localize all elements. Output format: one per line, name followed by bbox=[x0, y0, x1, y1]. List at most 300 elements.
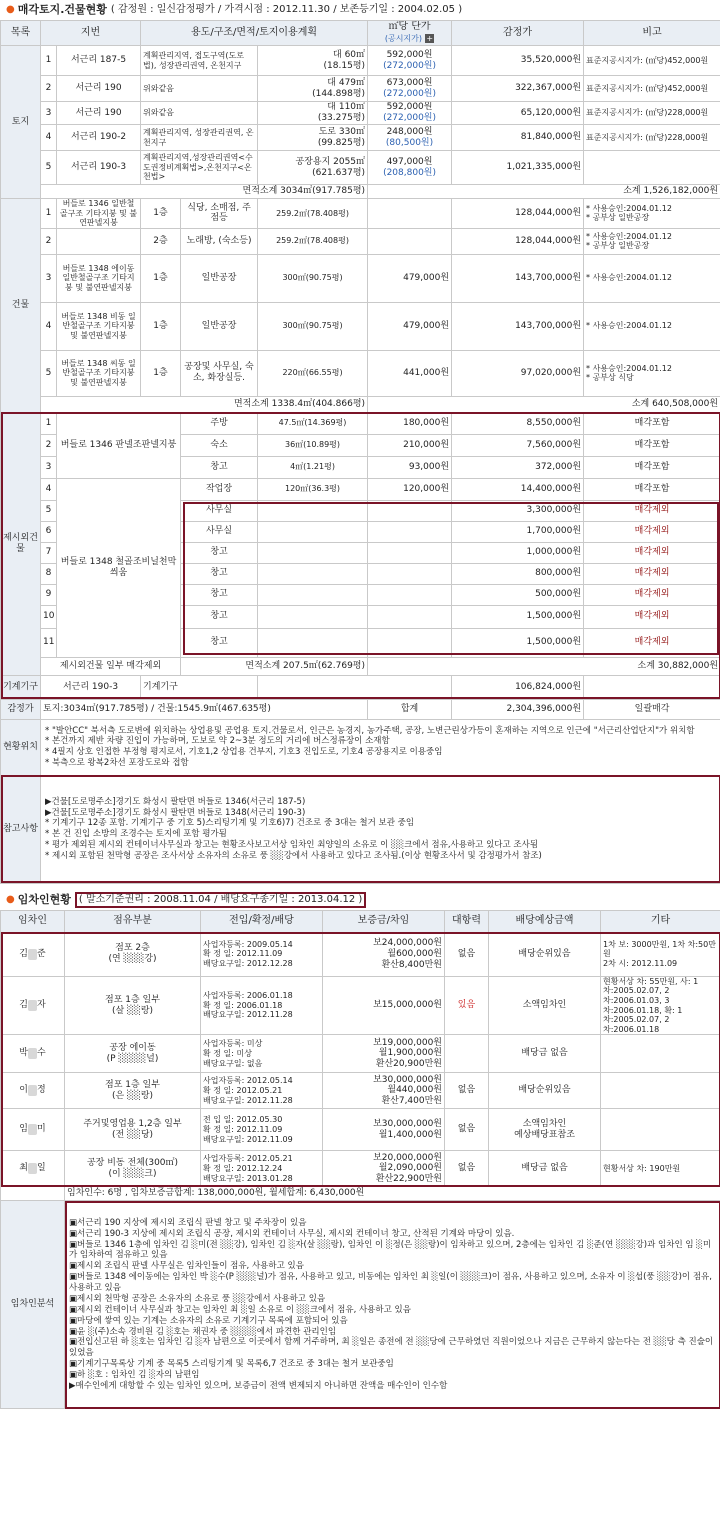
appraisal-value: 7,560,000원 bbox=[452, 434, 584, 456]
group-machine: 기계기구 bbox=[1, 675, 41, 699]
tenant-name-first: 김 bbox=[19, 948, 28, 959]
section-meta: ( 감정원 : 일신감정평가 / 가격시점 : 2012.11.30 / 보존등기일 : 2004.02.05 ) bbox=[110, 4, 463, 15]
note: * 사용승인:2004.01.12 bbox=[584, 254, 720, 302]
table-row bbox=[1, 675, 720, 699]
row-no: 3 bbox=[41, 456, 57, 478]
unit-price bbox=[368, 228, 452, 254]
row-no: 2 bbox=[41, 228, 57, 254]
tenant-name-first: 이 bbox=[19, 1085, 28, 1096]
col-unit-price: ㎡당 단가 (공시지가) + bbox=[368, 21, 452, 46]
lot-address: 서근리 190 bbox=[57, 102, 141, 125]
land-area-sub: (144.898평) bbox=[312, 88, 366, 99]
plus-icon[interactable]: + bbox=[426, 33, 434, 43]
reference-line: * 기계기구 12종 포함. 기계기구 중 기호 5)스리팅기계 및 기호6)7) 건조로 중 3대는 철거 보관 중임 bbox=[45, 818, 415, 829]
unit-price bbox=[368, 521, 452, 542]
extra-area bbox=[258, 563, 368, 584]
expected-dividend: 소액임차인 예상배당표참조 bbox=[489, 1109, 601, 1151]
appraisal-value: 1,021,335,000원 bbox=[452, 151, 584, 185]
row-no: 4 bbox=[41, 125, 57, 151]
unit-price bbox=[368, 46, 452, 76]
appraisal-value: 1,000,000원 bbox=[452, 542, 584, 563]
group-extra: 제시외건물 bbox=[1, 412, 41, 675]
tenant-name bbox=[1, 1073, 65, 1109]
tenant-etc bbox=[601, 1109, 720, 1151]
opposing-power: 있음 bbox=[445, 976, 489, 1035]
tenant-row bbox=[1, 932, 720, 976]
section-header-sale bbox=[0, 0, 720, 20]
table-row bbox=[1, 254, 720, 302]
extra-area bbox=[258, 628, 368, 657]
tenant-name bbox=[1, 1109, 65, 1151]
tenant-etc: 현황서상 차: 55만원, 사: 1차:2005.02.07, 2차:2006.01.03, 3차:2006.01.18, 확: 1차:2005.02.07, 2차:2006.01.18 bbox=[601, 976, 720, 1035]
extra-use: 숙소 bbox=[181, 434, 258, 456]
lot-address: 서근리 190 bbox=[57, 76, 141, 102]
sale-status: 매각포함 bbox=[584, 412, 720, 434]
machine-address: 서근리 190-3 bbox=[41, 675, 141, 699]
unit-price-main: 497,000원 bbox=[386, 156, 433, 167]
lot-address: 서근리 190-3 bbox=[57, 151, 141, 185]
table-row bbox=[1, 302, 720, 350]
money-line: 환산20,900만원 bbox=[375, 1059, 442, 1070]
extra-area: 120㎡(36.3평) bbox=[258, 478, 368, 500]
date-line: 배당요구일: 2013.01.28 bbox=[203, 1173, 293, 1183]
building-area: 259.2㎡(78.408평) bbox=[258, 199, 368, 229]
unit-price bbox=[368, 151, 452, 185]
money-line: 월1,400,000원 bbox=[378, 1129, 442, 1140]
tenant-deposit bbox=[323, 1073, 445, 1109]
row-no: 5 bbox=[41, 151, 57, 185]
date-line: 배당요구일: 2012.12.28 bbox=[203, 959, 293, 969]
tenant-name bbox=[1, 1035, 65, 1073]
extra-use: 창고 bbox=[181, 456, 258, 478]
extra-area bbox=[258, 584, 368, 605]
appraisal-value: 1,500,000원 bbox=[452, 605, 584, 628]
land-area bbox=[258, 102, 368, 125]
extra-use: 사무실 bbox=[181, 521, 258, 542]
money-line: 보30,000,000원 bbox=[373, 1119, 442, 1130]
extra-area bbox=[258, 605, 368, 628]
extra-use: 주방 bbox=[181, 412, 258, 434]
occupied-part-sub: (은 ░░랑) bbox=[111, 1090, 154, 1101]
reference-line: * 제시외 포함된 천막형 공장은 조사서상 소유자의 소유로 풍 ░░강에서 사용하고 있다고 조사됨.(이상 현황조사서 및 감정평가서 참조) bbox=[45, 851, 542, 862]
analysis-row bbox=[1, 1201, 720, 1409]
extra-area bbox=[258, 542, 368, 563]
unit-price: 441,000원 bbox=[368, 350, 452, 396]
appraisal-value: 322,367,000원 bbox=[452, 76, 584, 102]
analysis-line: ▣제시외 천막형 공장은 소유자의 소유로 풍 ░░강에서 사용하고 있음 bbox=[69, 1293, 326, 1304]
extra-subtotal-area: 면적소계 207.5㎡(62.769평) bbox=[181, 657, 368, 675]
date-line: 사업자등록: 2009.05.14 bbox=[203, 939, 293, 949]
location-line: * 4필지 상호 인접한 부정형 평지로서, 기호1,2 상업용 건부지, 기호3 진입도로, 기호4 공장용지로 이용중임 bbox=[45, 747, 443, 758]
note bbox=[584, 151, 720, 185]
floor: 1층 bbox=[141, 254, 181, 302]
row-no: 10 bbox=[41, 605, 57, 628]
tenant-etc bbox=[601, 1073, 720, 1109]
floor: 2층 bbox=[141, 228, 181, 254]
tenant-summary-row bbox=[1, 1187, 720, 1201]
tenant-name bbox=[1, 976, 65, 1035]
col-appraisal: 감정가 bbox=[452, 21, 584, 46]
money-line: 환산22,900만원 bbox=[375, 1174, 442, 1185]
appraisal-value: 143,700,000원 bbox=[452, 302, 584, 350]
land-use: 위와같음 bbox=[141, 102, 258, 125]
section-title: 매각토지.건물현황 bbox=[17, 3, 107, 17]
table-row bbox=[1, 151, 720, 185]
sale-status: 매각제외 bbox=[584, 584, 720, 605]
row-no: 5 bbox=[41, 500, 57, 521]
property-table bbox=[0, 20, 720, 884]
tenant-row bbox=[1, 1151, 720, 1187]
appraisal-value: 8,550,000원 bbox=[452, 412, 584, 434]
extra-area: 47.5㎡(14.369평) bbox=[258, 412, 368, 434]
money-line: 보15,000,000원 bbox=[373, 1000, 442, 1011]
date-line: 사업자등록: 2012.05.14 bbox=[203, 1076, 293, 1086]
opposing-power: 없음 bbox=[445, 1151, 489, 1187]
section-title: 임차인현황 bbox=[17, 893, 71, 907]
occupied-part-main: 공장 에이동 bbox=[109, 1043, 156, 1054]
sale-status: 매각포함 bbox=[584, 478, 720, 500]
tenant-col-6: 기타 bbox=[601, 910, 720, 932]
tenant-dates bbox=[201, 1035, 323, 1073]
group-building: 건물 bbox=[1, 199, 41, 413]
tenant-dates bbox=[201, 1151, 323, 1187]
extra-use: 창고 bbox=[181, 584, 258, 605]
building-use: 일반공장 bbox=[181, 254, 258, 302]
table-row bbox=[1, 102, 720, 125]
land-subtotal-area: 면적소계 3034㎡(917.785평) bbox=[41, 185, 368, 199]
tenant-etc: 현황서상 차: 190만원 bbox=[601, 1151, 720, 1187]
reference-line: ▶건물[도로명주소]경기도 화성시 팔탄면 버들로 1346(서근리 187-5) bbox=[45, 796, 306, 807]
building-area: 220㎡(66.55평) bbox=[258, 350, 368, 396]
building-use: 공장및 사무실, 숙소, 화장실등. bbox=[181, 350, 258, 396]
unit-price-main: 673,000원 bbox=[386, 77, 433, 88]
location-line: * 북측으로 왕복2차선 포장도로와 접함 bbox=[45, 758, 189, 769]
reference-line: * 본 건 진입 소방의 조경수는 토지에 포함 평가됨 bbox=[45, 829, 227, 840]
building-subtotal-area: 면적소계 1338.4㎡(404.866평) bbox=[41, 396, 368, 412]
table-row bbox=[1, 76, 720, 102]
total-label: 합계 bbox=[368, 699, 452, 719]
sale-status: 매각제외 bbox=[584, 521, 720, 542]
row-no: 5 bbox=[41, 350, 57, 396]
date-line: 배당요구일: 없음 bbox=[203, 1058, 263, 1068]
unit-price: 180,000원 bbox=[368, 412, 452, 434]
expected-dividend: 소액임차인 bbox=[489, 976, 601, 1035]
analysis-line: ▣하 ░호 : 임차인 김 ░자의 남편임 bbox=[69, 1370, 200, 1381]
tenant-dates bbox=[201, 1109, 323, 1151]
analysis-line: ▣제시외 컨테이너 사무실과 창고는 임차인 최 ░일 소유로 이 ░░크에서 점유, 사용하고 있음 bbox=[69, 1304, 411, 1315]
table-row bbox=[1, 657, 720, 675]
date-line: 사업자등록: 2012.05.21 bbox=[203, 1154, 293, 1164]
section-header-tenant bbox=[0, 890, 720, 910]
sale-status: 매각제외 bbox=[584, 605, 720, 628]
note: 표준지공시지가: (㎡당)452,000원 bbox=[584, 76, 720, 102]
analysis-line: ▣버들로 1348 에이동에는 임차인 박 ░수(P ░░░널)가 점유, 사용하고 있고, 비동에는 임차인 최 ░일(이 ░░░크)이 점유, 사용하고 있으며, 소유자 이 ░섭(풍 ░░강)이 점유, 사용하고 있음 bbox=[69, 1272, 712, 1294]
tenant-col-0: 임차인 bbox=[1, 910, 65, 932]
appraisal-value: 14,400,000원 bbox=[452, 478, 584, 500]
unit-price bbox=[368, 500, 452, 521]
sale-status: 매각포함 bbox=[584, 456, 720, 478]
unit-price bbox=[368, 125, 452, 151]
occupied-part-sub: (전 ░░당) bbox=[111, 1129, 154, 1140]
extra-sub-label: 제시외건물 일부 매각제외 bbox=[41, 657, 181, 675]
tenant-deposit bbox=[323, 1035, 445, 1073]
unit-price bbox=[368, 605, 452, 628]
appraisal-value: 143,700,000원 bbox=[452, 254, 584, 302]
lot-address: 서근리 187-5 bbox=[57, 46, 141, 76]
occupied-part bbox=[65, 1151, 201, 1187]
appraisal-value: 1,700,000원 bbox=[452, 521, 584, 542]
land-area bbox=[258, 151, 368, 185]
tenant-row bbox=[1, 976, 720, 1035]
extra-area bbox=[258, 500, 368, 521]
row-no: 4 bbox=[41, 302, 57, 350]
money-line: 보20,000,000원 bbox=[373, 1152, 442, 1163]
unit-price-main: 592,000원 bbox=[386, 49, 433, 60]
redaction-mask bbox=[28, 1048, 37, 1059]
money-line: 월1,900,000원 bbox=[378, 1048, 442, 1059]
unit-price-sub: (272,000원) bbox=[383, 60, 436, 71]
building-area: 300㎡(90.75평) bbox=[258, 254, 368, 302]
note: * 사용승인:2004.01.12 * 공부상 식당 bbox=[584, 350, 720, 396]
analysis-line: ▣버들로 1346 1층에 임차인 김 ░미(전 ░░강), 임차인 김 ░자(살 ░░랑), 임차인 이 ░정(은 ░░랑)이 임차하고 있으며, 2층에는 임차인 김 ░준(연 ░░░강)과 임차인 임 ░미가 임차하여 점유하고 있음 bbox=[69, 1239, 712, 1261]
money-line: 월2,090,000원 bbox=[378, 1163, 442, 1174]
expected-dividend: 배당금 없음 bbox=[489, 1035, 601, 1073]
tenant-table bbox=[0, 910, 720, 1410]
appraisal-value: 65,120,000원 bbox=[452, 102, 584, 125]
land-use: 계획관리지역,성장관리권역<수도권정비계획법>,온천지구<온천법> bbox=[141, 151, 258, 185]
row-no: 1 bbox=[41, 199, 57, 229]
tenant-name-first: 임 bbox=[19, 1124, 28, 1135]
tenant-summary: 임차인수: 6명 , 임차보증금합계: 138,000,000원, 월세합계: 6,430,000원 bbox=[65, 1187, 720, 1201]
location-line: * 본건까지 제반 차량 진입이 가능하며, 도보로 약 2~3분 정도의 거리에 버스정류장이 소재함 bbox=[45, 736, 390, 747]
occupied-part bbox=[65, 976, 201, 1035]
extra-use: 창고 bbox=[181, 542, 258, 563]
unit-price-sub: (272,000원) bbox=[383, 88, 436, 99]
building-use: 식당, 소매점, 주점등 bbox=[181, 199, 258, 229]
appraisal-value: 3,300,000원 bbox=[452, 500, 584, 521]
floor: 1층 bbox=[141, 350, 181, 396]
analysis-line: ▣마당에 쌓여 있는 기계는 소유자의 소유로 기계기구 목록에 포함되어 있음 bbox=[69, 1315, 348, 1326]
tenant-deposit bbox=[323, 976, 445, 1035]
occupied-part-main: 점포 1층 일부 bbox=[105, 1080, 160, 1091]
row-no: 8 bbox=[41, 563, 57, 584]
land-area-sub: (621.637평) bbox=[312, 167, 366, 178]
occupied-part-main: 주거및영업용 1,2층 일부 bbox=[83, 1119, 182, 1130]
land-use: 계획관리지역, 성장관리권역, 온천지구 bbox=[141, 125, 258, 151]
tenant-row bbox=[1, 1109, 720, 1151]
occupied-part-sub: (살 ░░랑) bbox=[111, 1005, 154, 1016]
tenant-name bbox=[1, 1151, 65, 1187]
opposing-power bbox=[445, 1035, 489, 1073]
opposing-power: 없음 bbox=[445, 932, 489, 976]
empty-cell bbox=[584, 675, 720, 699]
sale-status: 매각제외 bbox=[584, 542, 720, 563]
occupied-part-main: 공장 비동 전체(300㎡) bbox=[86, 1158, 179, 1169]
extra-area: 4㎡(1.21평) bbox=[258, 456, 368, 478]
empty-cell bbox=[1, 1187, 65, 1201]
date-line: 확 정 일: 2006.01.18 bbox=[203, 1000, 283, 1010]
occupied-part-sub: (연 ░░░강) bbox=[108, 954, 157, 965]
unit-price bbox=[368, 563, 452, 584]
unit-price bbox=[368, 76, 452, 102]
land-area bbox=[258, 46, 368, 76]
redaction-mask bbox=[28, 949, 37, 960]
tenant-name-last: 수 bbox=[37, 1048, 46, 1059]
building-address: 버들로 1348 비동 일반철골구조 기타지붕 및 불연판넬지붕 bbox=[57, 302, 141, 350]
date-line: 전 입 일: 2012.05.30 bbox=[203, 1115, 283, 1125]
row-no: 1 bbox=[41, 412, 57, 434]
appraisal-value: 128,044,000원 bbox=[452, 199, 584, 229]
money-line: 환산7,400만원 bbox=[381, 1096, 442, 1107]
tenant-dates bbox=[201, 1073, 323, 1109]
occupied-part bbox=[65, 932, 201, 976]
row-no: 3 bbox=[41, 254, 57, 302]
bulk-sale-note: 일괄매각 bbox=[584, 699, 720, 719]
analysis-label: 임차인분석 bbox=[1, 1201, 65, 1409]
extra-address-b: 버들로 1348 철골조비닐천막씌움 bbox=[57, 478, 181, 657]
extra-area: 36㎡(10.89평) bbox=[258, 434, 368, 456]
analysis-line: ▣서근리 190 지상에 제시외 조립식 판넬 창고 및 주차장이 있음 bbox=[69, 1217, 307, 1228]
analysis-line: ▣제시외 조립식 판넬 사무실은 임차인들이 점유, 사용하고 있음 bbox=[69, 1261, 304, 1272]
date-line: 확 정 일: 2012.11.09 bbox=[203, 1125, 283, 1135]
tenant-name-last: 미 bbox=[37, 1124, 46, 1135]
row-no: 3 bbox=[41, 102, 57, 125]
appraisal-value: 1,500,000원 bbox=[452, 628, 584, 657]
money-line: 월600,000원 bbox=[387, 948, 442, 959]
row-no: 2 bbox=[41, 434, 57, 456]
machine-use: 기계기구 bbox=[141, 675, 258, 699]
tenant-deposit bbox=[323, 1151, 445, 1187]
tenant-col-2: 전입/확정/배당 bbox=[201, 910, 323, 932]
note: 표준지공시지가: (㎡당)452,000원 bbox=[584, 46, 720, 76]
reference-line: ▶건물[도로명주소]경기도 화성시 팔탄면 버들로 1348(서근리 190-3) bbox=[45, 807, 306, 818]
col-note: 비고 bbox=[584, 21, 720, 46]
sale-status: 매각제외 bbox=[584, 628, 720, 657]
table-row bbox=[1, 396, 720, 412]
tenant-name-first: 박 bbox=[19, 1048, 28, 1059]
building-subtotal-value: 소계 640,508,000원 bbox=[368, 396, 720, 412]
appraisal-label: 감정가 bbox=[1, 699, 41, 719]
tenant-etc bbox=[601, 1035, 720, 1073]
redaction-mask bbox=[28, 1124, 37, 1135]
unit-price bbox=[368, 102, 452, 125]
extra-use: 작업장 bbox=[181, 478, 258, 500]
building-area: 300㎡(90.75평) bbox=[258, 302, 368, 350]
occupied-part-main: 점포 1층 일부 bbox=[105, 994, 160, 1005]
redaction-mask bbox=[28, 1163, 37, 1174]
col-lot: 지번 bbox=[41, 21, 141, 46]
occupied-part-sub: (P ░░░░널) bbox=[106, 1053, 159, 1064]
building-address: 버들로 1348 씨동 일반철골구조 기타지붕 및 불연판넬지붕 bbox=[57, 350, 141, 396]
extra-address-a: 버들로 1346 판넬조판넬지붕 bbox=[57, 412, 181, 478]
unit-price: 479,000원 bbox=[368, 302, 452, 350]
land-area-main: 대 479㎡ bbox=[327, 77, 366, 88]
unit-price: 120,000원 bbox=[368, 478, 452, 500]
analysis-line: ▣기계기구목록상 기계 중 목록5 스리팅기계 및 목록6,7 건조로 중 3대는 철거 보관중임 bbox=[69, 1359, 394, 1370]
machine-value: 106,824,000원 bbox=[452, 675, 584, 699]
building-area: 259.2㎡(78.408평) bbox=[258, 228, 368, 254]
floor: 1층 bbox=[141, 199, 181, 229]
location-label: 현황위치 bbox=[1, 719, 41, 775]
row-no: 7 bbox=[41, 542, 57, 563]
money-line: 보19,000,000원 bbox=[373, 1037, 442, 1048]
table-row bbox=[1, 775, 720, 883]
building-use: 일반공장 bbox=[181, 302, 258, 350]
total-value: 2,304,396,000원 bbox=[452, 699, 584, 719]
expected-dividend: 배당순위있음 bbox=[489, 932, 601, 976]
tenant-dates bbox=[201, 976, 323, 1035]
occupied-part bbox=[65, 1073, 201, 1109]
land-area-main: 공장용지 2055㎡ bbox=[295, 156, 366, 167]
row-no: 4 bbox=[41, 478, 57, 500]
table-row bbox=[1, 228, 720, 254]
unit-price-sub: (80,500원) bbox=[385, 137, 434, 148]
table-row bbox=[1, 699, 720, 719]
extra-area bbox=[258, 521, 368, 542]
money-line: 보24,000,000원 bbox=[373, 938, 442, 949]
date-line: 확 정 일: 2012.11.09 bbox=[203, 949, 283, 959]
table-row bbox=[1, 185, 720, 199]
unit-price: 210,000원 bbox=[368, 434, 452, 456]
unit-price-sub: (208,800원) bbox=[383, 167, 436, 178]
tenant-col-4: 대항력 bbox=[445, 910, 489, 932]
appraisal-value: 97,020,000원 bbox=[452, 350, 584, 396]
land-area-sub: (99.825평) bbox=[317, 137, 366, 148]
tenant-name bbox=[1, 932, 65, 976]
floor: 1층 bbox=[141, 302, 181, 350]
tenant-etc: 1차 보: 3000만원, 1차 차:50만원 2차 시: 2012.11.09 bbox=[601, 932, 720, 976]
land-use: 위와같음 bbox=[141, 76, 258, 102]
row-no: 1 bbox=[41, 46, 57, 76]
tenant-name-last: 일 bbox=[37, 1163, 46, 1174]
table-row bbox=[1, 719, 720, 775]
tenant-col-1: 점유부분 bbox=[65, 910, 201, 932]
date-line: 배당요구일: 2012.11.09 bbox=[203, 1134, 293, 1144]
occupied-part-sub: (이 ░░░크) bbox=[108, 1168, 157, 1179]
building-use: 노래방, (숙소등) bbox=[181, 228, 258, 254]
table-row bbox=[1, 350, 720, 396]
land-area bbox=[258, 125, 368, 151]
tenant-name-last: 자 bbox=[37, 1000, 46, 1011]
reference-line: * 평가 제외된 제시외 컨테이너사무실과 창고는 현황조사보고서상 임차인 최양일의 소유로 이 ░░크에서 점유,사용하고 있다고 조사됨 bbox=[45, 840, 539, 851]
row-no: 2 bbox=[41, 76, 57, 102]
note: 표준지공시지가: (㎡당)228,000원 bbox=[584, 102, 720, 125]
extra-use: 사무실 bbox=[181, 500, 258, 521]
land-subtotal-value: 소계 1,526,182,000원 bbox=[368, 185, 720, 199]
tenant-deposit bbox=[323, 932, 445, 976]
expected-dividend: 배당순위있음 bbox=[489, 1073, 601, 1109]
opposing-power: 없음 bbox=[445, 1073, 489, 1109]
table-row bbox=[1, 125, 720, 151]
date-line: 확 정 일: 2012.05.21 bbox=[203, 1086, 283, 1096]
unit-price-main: 248,000원 bbox=[386, 126, 433, 137]
money-line: 보30,000,000원 bbox=[373, 1074, 442, 1085]
extra-use: 창고 bbox=[181, 563, 258, 584]
land-area bbox=[258, 76, 368, 102]
land-area-sub: (33.275평) bbox=[317, 113, 366, 123]
date-line: 배당요구일: 2012.11.28 bbox=[203, 1095, 293, 1105]
note: 표준지공시지가: (㎡당)228,000원 bbox=[584, 125, 720, 151]
location-line: * "발안CC" 북서측 도로변에 위치하는 상업용및 공업용 토지.건물로서, 인근은 농경지, 농가주택, 공장, 노변근린상가등이 혼재하는 지역으로 인근에 "서근리산업단지"가 위치함 bbox=[45, 725, 695, 736]
table-row bbox=[1, 199, 720, 229]
occupied-part bbox=[65, 1109, 201, 1151]
extra-subtotal-value: 소계 30,882,000원 bbox=[368, 657, 720, 675]
unit-price bbox=[368, 542, 452, 563]
tenant-col-5: 배당예상금액 bbox=[489, 910, 601, 932]
unit-price bbox=[368, 584, 452, 605]
analysis-line: ▶매수인에게 대항할 수 있는 임차인 있으며, 보증금이 전액 변제되지 아니하면 잔액을 매수인이 인수함 bbox=[69, 1380, 448, 1391]
sale-status: 매각포함 bbox=[584, 434, 720, 456]
